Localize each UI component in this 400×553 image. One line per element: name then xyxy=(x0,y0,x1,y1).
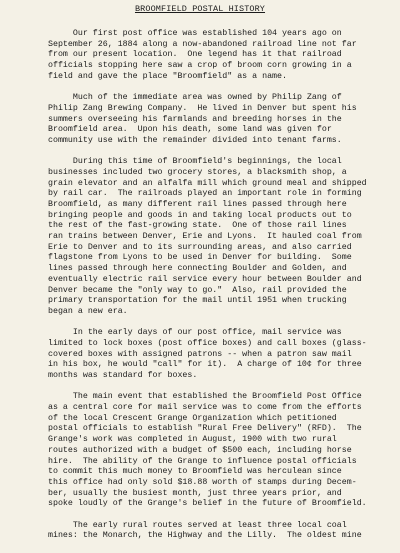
document-body xyxy=(48,29,388,553)
text-line: Denver became the "only way to go." Also, rail provided the xyxy=(48,285,347,295)
text-line: Erie to Denver and to its surrounding areas, and also carried xyxy=(48,242,352,252)
text-line: began a new era. xyxy=(48,306,128,316)
text-line: limited to lock boxes (post office boxes) and call boxes (glass- xyxy=(48,338,367,348)
text-line: The early rural routes served at least three local coal xyxy=(48,520,347,530)
paragraph-5 xyxy=(48,392,388,510)
text-line: Broomfield area. Upon his death, some land was given for xyxy=(48,125,332,135)
paragraph-2 xyxy=(48,93,388,146)
text-line: bringing people and goods in and taking local products out to xyxy=(48,210,352,220)
text-line: as a central core for mail service was to come from the efforts xyxy=(48,403,362,413)
paragraph-6 xyxy=(48,521,388,542)
text-line: mines: the Monarch, the Highway and the Lilly. The oldest mine xyxy=(48,531,362,541)
text-line: field and gave the place "Broomfield" as a name. xyxy=(48,71,287,81)
text-line: spoke loudly of the Grange's belief in the future of Broomfield. xyxy=(48,499,367,509)
document-title: BROOMFIELD POSTAL HISTORY xyxy=(134,4,266,14)
text-line: postal officials to establish "Rural Free Delivery" (RFD). The xyxy=(48,424,362,434)
text-line: Much of the immediate area was owned by Philip Zang of xyxy=(48,93,342,103)
text-line: ran trains between Denver, Erie and Lyons. It hauled coal from xyxy=(48,232,362,242)
paragraph-3 xyxy=(48,157,388,317)
text-line: businesses included two grocery stores, a blacksmith shop, a xyxy=(48,167,347,177)
paragraph-4 xyxy=(48,328,388,381)
text-line: Our first post office was established 104 years ago on xyxy=(48,29,342,38)
text-line: this office had only sold $18.88 worth of stamps during Decem- xyxy=(48,477,357,487)
text-line: lines passed through here connecting Boulder and Golden, and xyxy=(48,264,347,274)
text-line: During this time of Broomfield's beginnings, the local xyxy=(48,157,342,167)
text-line: September 26, 1884 along a now-abandoned railroad line not far xyxy=(48,39,357,49)
text-line: officials stopping here saw a crop of broom corn growing in a xyxy=(48,61,352,71)
text-line: In the early days of our post office, mail service was xyxy=(48,328,342,338)
text-line: covered boxes with assigned patrons -- when a patron saw mail xyxy=(48,349,352,359)
text-line: from our present location. One legend has it that railroad xyxy=(48,50,342,60)
text-line: to commit this much money to Broomfield was herculean since xyxy=(48,467,342,477)
text-line: eventually electric rail service every hour between Boulder and xyxy=(48,274,362,284)
text-line: months was standard for boxes. xyxy=(48,371,198,380)
text-line: ber, usually the busiest month, just three years prior, and xyxy=(48,488,342,498)
text-line: Philip Zang Brewing Company. He lived in Denver but spent his xyxy=(48,103,357,113)
text-line: of the local Crescent Grange Organization which petitioned xyxy=(48,413,337,423)
text-line: summers overseeing his farmlands and breeding horses in the xyxy=(48,114,342,124)
text-line: the rest of the fast-growing state. One of those rail lines xyxy=(48,221,347,231)
text-line: The main event that established the Broomfield Post Office xyxy=(48,392,362,402)
text-line: primary transportation for the mail until 1951 when trucking xyxy=(48,296,347,306)
text-line: community use with the remainder divided into tenant farms. xyxy=(48,135,342,145)
text-line: flagstone from Lyons to be used in Denver for building. Some xyxy=(48,253,352,263)
text-line: routes authorized with a budget of $500 each, including horse xyxy=(48,445,352,455)
text-line: grain elevator and an alfalfa mill which ground meal and shipped xyxy=(48,178,367,188)
paragraph-1 xyxy=(48,29,388,82)
text-line: in his box, he would "call" for it). A charge of 10¢ for three xyxy=(48,360,362,370)
text-line: Grange's work was completed in August, 1900 with two rural xyxy=(48,435,337,445)
text-line: by rail car. The railroads played an important role in forming xyxy=(48,189,362,199)
text-line: hire. The ability of the Grange to influence postal officials xyxy=(48,456,357,466)
text-line: Broomfield, as many different rail lines passed through here xyxy=(48,200,347,209)
